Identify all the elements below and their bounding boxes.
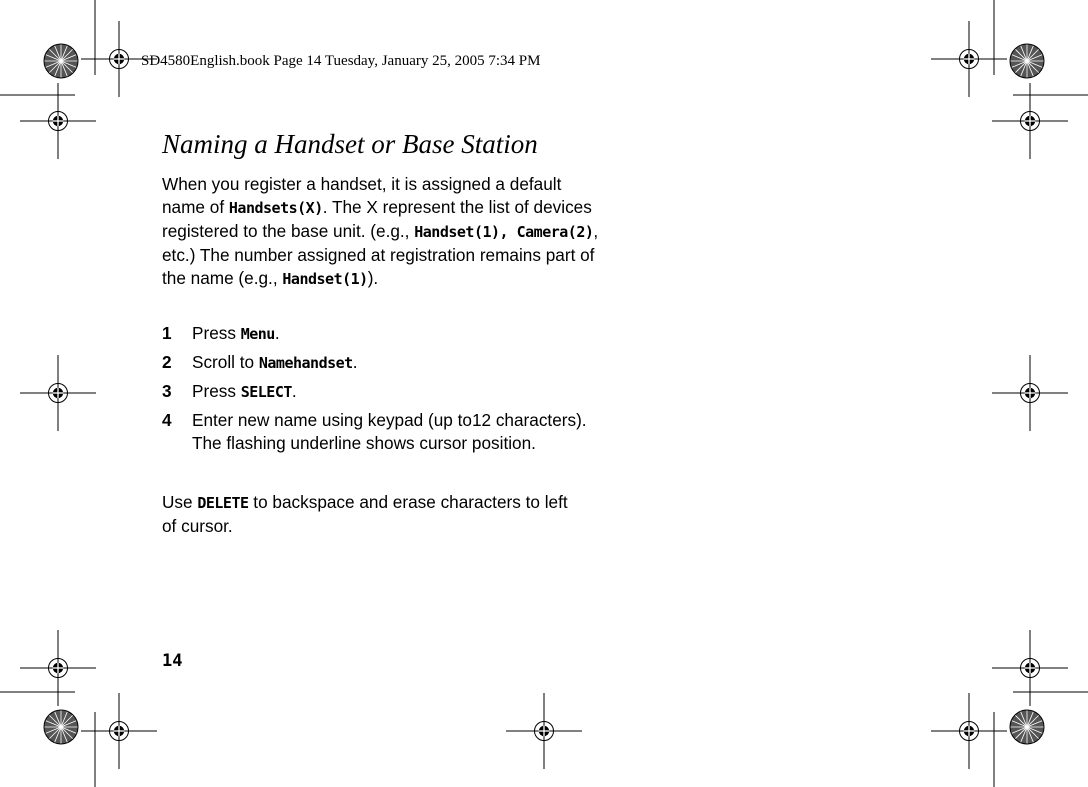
display-text: SELECT xyxy=(240,383,292,401)
note-line: Use DELETE to backspace and erase characters to left xyxy=(162,492,568,512)
step-number: 4 xyxy=(162,410,172,430)
display-text: Handset(1), Camera(2) xyxy=(414,223,594,241)
step-number: 3 xyxy=(162,381,172,401)
display-text: DELETE xyxy=(197,494,249,512)
step-text: Press Menu. xyxy=(192,323,280,343)
intro-paragraph xyxy=(162,173,652,291)
step-text: Enter new name using keypad (up to12 characters). The flashing underline shows cursor position. xyxy=(192,410,587,453)
section-title: Naming a Handset or Base Station xyxy=(162,129,538,159)
print-slug: SD4580English.book Page 14 Tuesday, January 25, 2005 7:34 PM xyxy=(141,53,541,69)
intro-line: the name (e.g., Handset(1)). xyxy=(162,268,379,288)
display-text: Handset(1) xyxy=(282,270,368,288)
page-number: 14 xyxy=(162,651,183,671)
intro-line: etc.) The number assigned at registration remains part of xyxy=(162,245,595,265)
step-text: Press SELECT. xyxy=(192,381,297,401)
intro-line: name of Handsets(X). The X represent the list of devices xyxy=(162,197,592,217)
intro-line: registered to the base unit. (e.g., Handset(1), Camera(2), xyxy=(162,221,599,241)
step-number: 1 xyxy=(162,323,172,343)
intro-line: When you register a handset, it is assigned a default xyxy=(162,174,562,194)
delete-note xyxy=(162,491,652,538)
step-number: 2 xyxy=(162,352,172,372)
note-line: of cursor. xyxy=(162,516,233,536)
display-text: Menu xyxy=(240,325,275,343)
display-text: Handsets(X) xyxy=(228,199,323,217)
display-text: Namehandset xyxy=(258,354,353,372)
step-text: Scroll to Namehandset. xyxy=(192,352,358,372)
